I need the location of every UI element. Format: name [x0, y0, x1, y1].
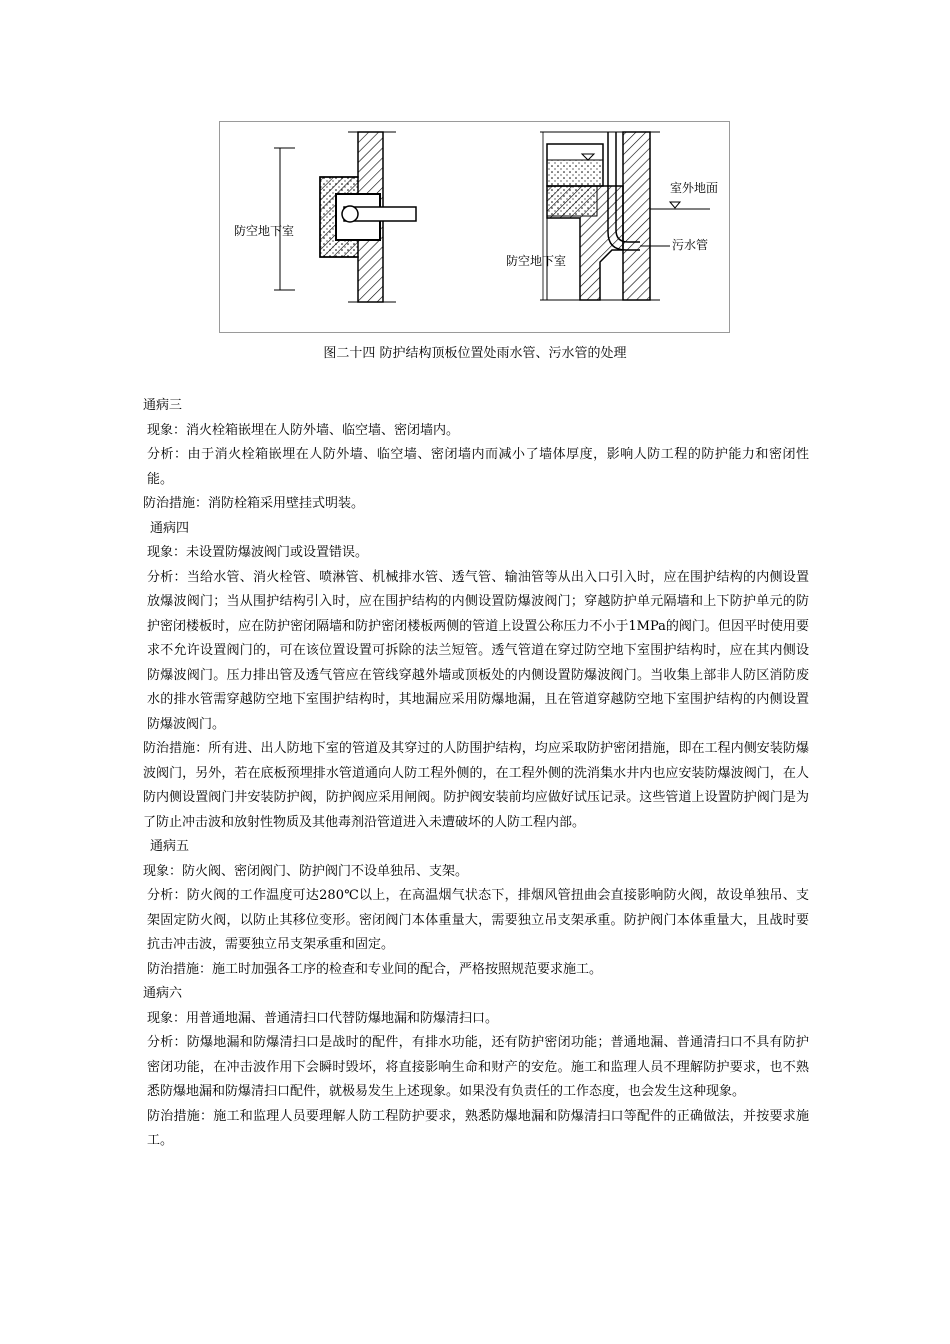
sewer-pipe-label: 污水管	[672, 238, 709, 252]
paragraph: 防治措施：施工和监理人员要理解人防工程防护要求，熟悉防爆地漏和防爆清扫口等配件的正确做法，并按要求施工。	[147, 1108, 809, 1148]
left-room-label: 防空地下室	[234, 224, 295, 238]
section-heading: 通病五	[150, 839, 190, 854]
paragraph: 分析：当给水管、消火栓管、喷淋管、机械排水管、透气管、输油管等从出入口引入时，应在围护结构的内侧设置放爆波阀门；当从围护结构引入时，应在围护结构的内侧设置防爆波阀门；穿越防护单元隔墙和上下防护单元的防护密闭楼板时，应在防护密闭隔墙和防护密闭楼板两侧的管道上设置公称压力不小于1MPa的阀门。但因平时使用要求不允许设置阀门的，可在该位置设置可拆除的法兰短管。透气管道在穿过防空地下室围护结构时，应在其内侧设防爆波阀门。压力排出管及透气管应在管线穿越外墙或顶板处的内侧设置防爆波阀门。当收集上部非人防区消防废水的排水管需穿越防空地下室围护结构时，其地漏应采用防爆地漏，且在管道穿越防空地下室围护结构的内侧设置防爆波阀门。	[147, 569, 809, 732]
figure-drawing	[220, 122, 731, 334]
paragraph: 现象：消火栓箱嵌埋在人防外墙、临空墙、密闭墙内。	[147, 422, 460, 438]
paragraph: 现象：防火阀、密闭阀门、防护阀门不设单独吊、支架。	[143, 863, 469, 879]
pipe-treatment-figure	[219, 121, 730, 333]
paragraph: 分析：防爆地漏和防爆清扫口是战时的配件，有排水功能，还有防护密闭功能；普通地漏、普通清扫口不具有防护密闭功能，在冲击波作用下会瞬时毁坏，将直接影响生命和财产的安危。施工和监理人员不理解防护要求，也不熟悉防爆地漏和防爆清扫口配件，就极易发生上述现象。如果没有负责任的工作态度，也会发生这种现象。	[147, 1035, 809, 1099]
right-room-label: 防空地下室	[506, 254, 567, 268]
ground-label: 室外地面	[670, 181, 719, 195]
paragraph: 防治措施：消防栓箱采用壁挂式明装。	[143, 496, 365, 511]
paragraph: 分析：由于消火栓箱嵌埋在人防外墙、临空墙、密闭墙内而减小了墙体厚度，影响人防工程的防护能力和密闭性能。	[147, 447, 809, 487]
paragraph: 现象：用普通地漏、普通清扫口代替防爆地漏和防爆清扫口。	[147, 1010, 499, 1026]
section-heading: 通病三	[143, 398, 183, 413]
paragraph: 分析：防火阀的工作温度可达280℃以上，在高温烟气状态下，排烟风管扭曲会直接影响防火阀，故设单独吊、支架固定防火阀，以防止其移位变形。密闭阀门本体重量大，需要独立吊支架承重。防护阀门本体重量大，且战时要抗击冲击波，需要独立吊支架承重和固定。	[147, 888, 809, 952]
section-heading: 通病四	[150, 520, 190, 536]
figure-caption: 图二十四 防护结构顶板位置处雨水管、污水管的处理	[323, 346, 627, 361]
paragraph: 防治措施：所有进、出人防地下室的管道及其穿过的人防围护结构，均应采取防护密闭措施，即在工程内侧安装防爆波阀门，另外，若在底板预埋排水管道通向人防工程外侧的，在工程外侧的洗消集水井内也应安装防爆波阀门，在人防内侧设置阀门井安装防护阀，防护阀应采用闸阀。防护阀安装前均应做好试压记录。这些管道上设置防护阀门是为了防止冲击波和放射性物质及其他毒剂沿管道进入未遭破坏的人防工程内部。	[143, 741, 809, 830]
paragraph: 现象：未设置防爆波阀门或设置错误。	[147, 545, 369, 560]
section-heading: 通病六	[143, 986, 183, 1001]
left-detail-drawing	[234, 132, 416, 302]
paragraph: 防治措施：施工时加强各工序的检查和专业间的配合，严格按照规范要求施工。	[147, 961, 603, 977]
document-body	[143, 394, 809, 1154]
right-detail-drawing	[506, 132, 718, 300]
